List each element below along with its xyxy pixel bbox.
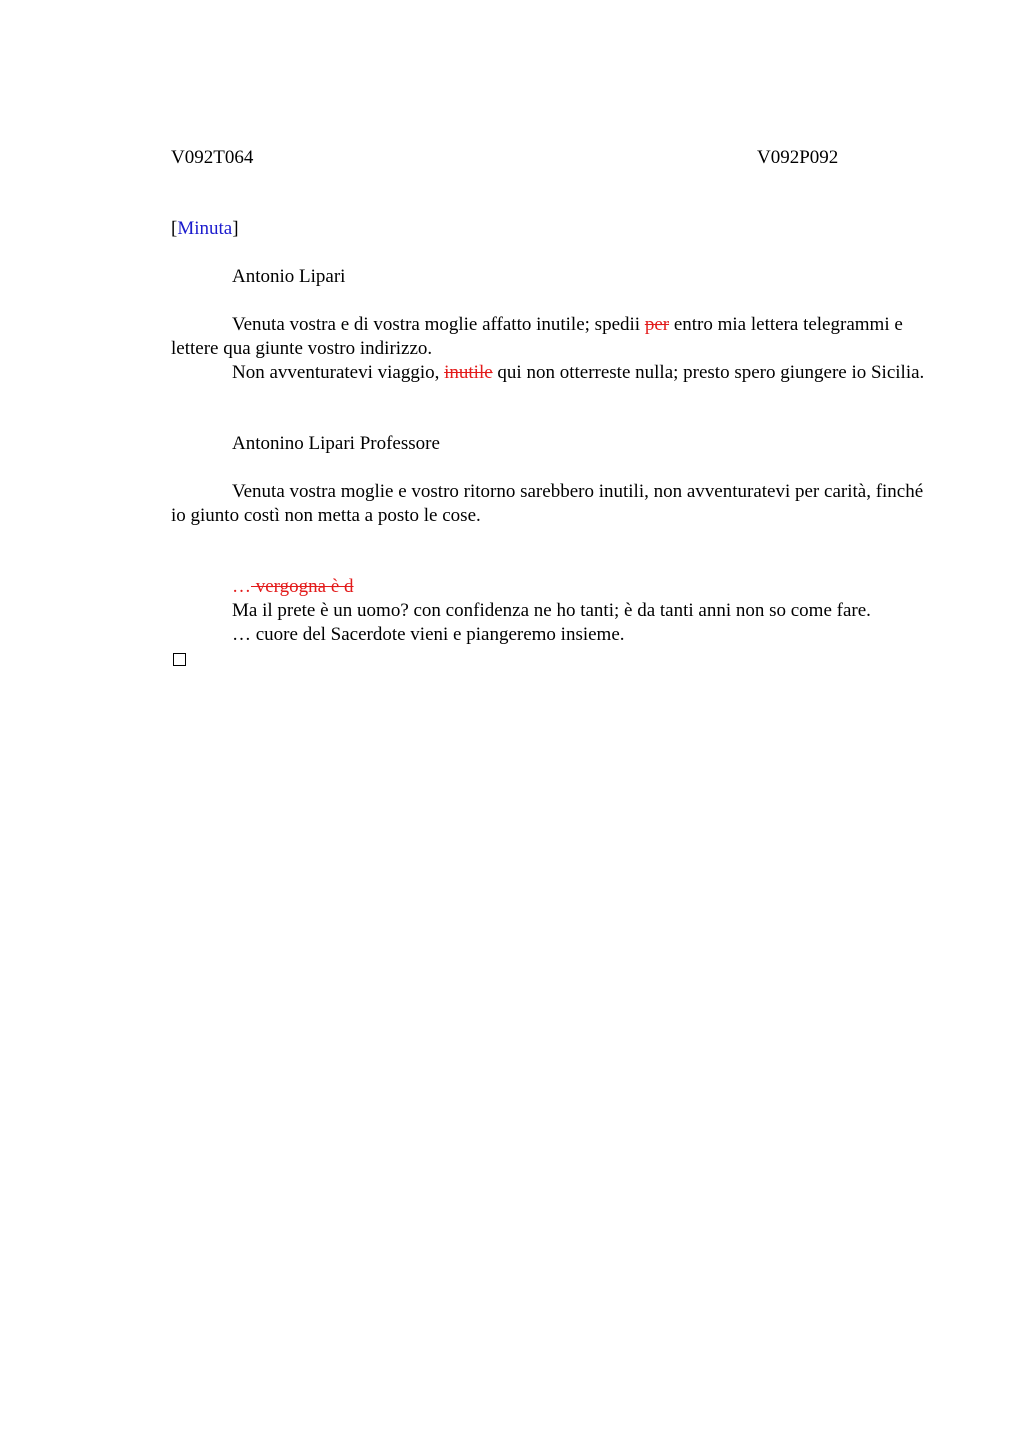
minuta-close-bracket: ] — [232, 218, 239, 239]
letter2-paragraph-1: Venuta vostra moglie e vostro ritorno sarebbero inutili, non avventuratevi per carità, finché io giunto costì non metta a posto le cose. — [171, 481, 924, 526]
letter2-recipient: Antonino Lipari Professore — [232, 433, 440, 454]
letter1-p2-text-before: Non avventuratevi viaggio, — [232, 362, 445, 383]
letter1-paragraph-1 — [171, 313, 931, 361]
letter1-paragraph-2 — [171, 361, 931, 385]
letter1-p1-text-after: entro mia lettera telegrammi e lettere qua giunte vostro indirizzo. — [171, 314, 903, 359]
document-page — [171, 146, 931, 673]
letter1-p1-deletion: per — [644, 314, 670, 335]
fragment-line-1 — [171, 575, 931, 599]
letter1-p1-text-before: Venuta vostra e di vostra moglie affatto inutile; spedii — [232, 314, 645, 335]
fragment-ellipsis: … — [232, 576, 251, 597]
letter1-p2-text-after: qui non otterreste nulla; presto spero giungere io Sicilia. — [492, 362, 925, 383]
minuta-word: Minuta — [177, 218, 233, 239]
document-code-left: V092T064 — [171, 147, 254, 168]
checkbox-square-icon — [173, 653, 186, 666]
document-code-right: V092P092 — [757, 147, 839, 168]
document-header — [171, 146, 931, 170]
letter1-p2-deletion: inutile — [444, 362, 493, 383]
fragment-deletion: vergogna è d — [251, 576, 354, 597]
fragment-line-3: … cuore del Sacerdote vieni e piangeremo insieme. — [232, 624, 625, 645]
letter1-recipient: Antonio Lipari — [232, 266, 346, 287]
end-marker — [171, 647, 931, 673]
fragment-line-2: Ma il prete è un uomo? con confidenza ne ho tanti; è da tanti anni non so come fare. — [232, 600, 871, 621]
minuta-label — [171, 217, 931, 241]
minuta-open-bracket: [ — [171, 218, 178, 239]
